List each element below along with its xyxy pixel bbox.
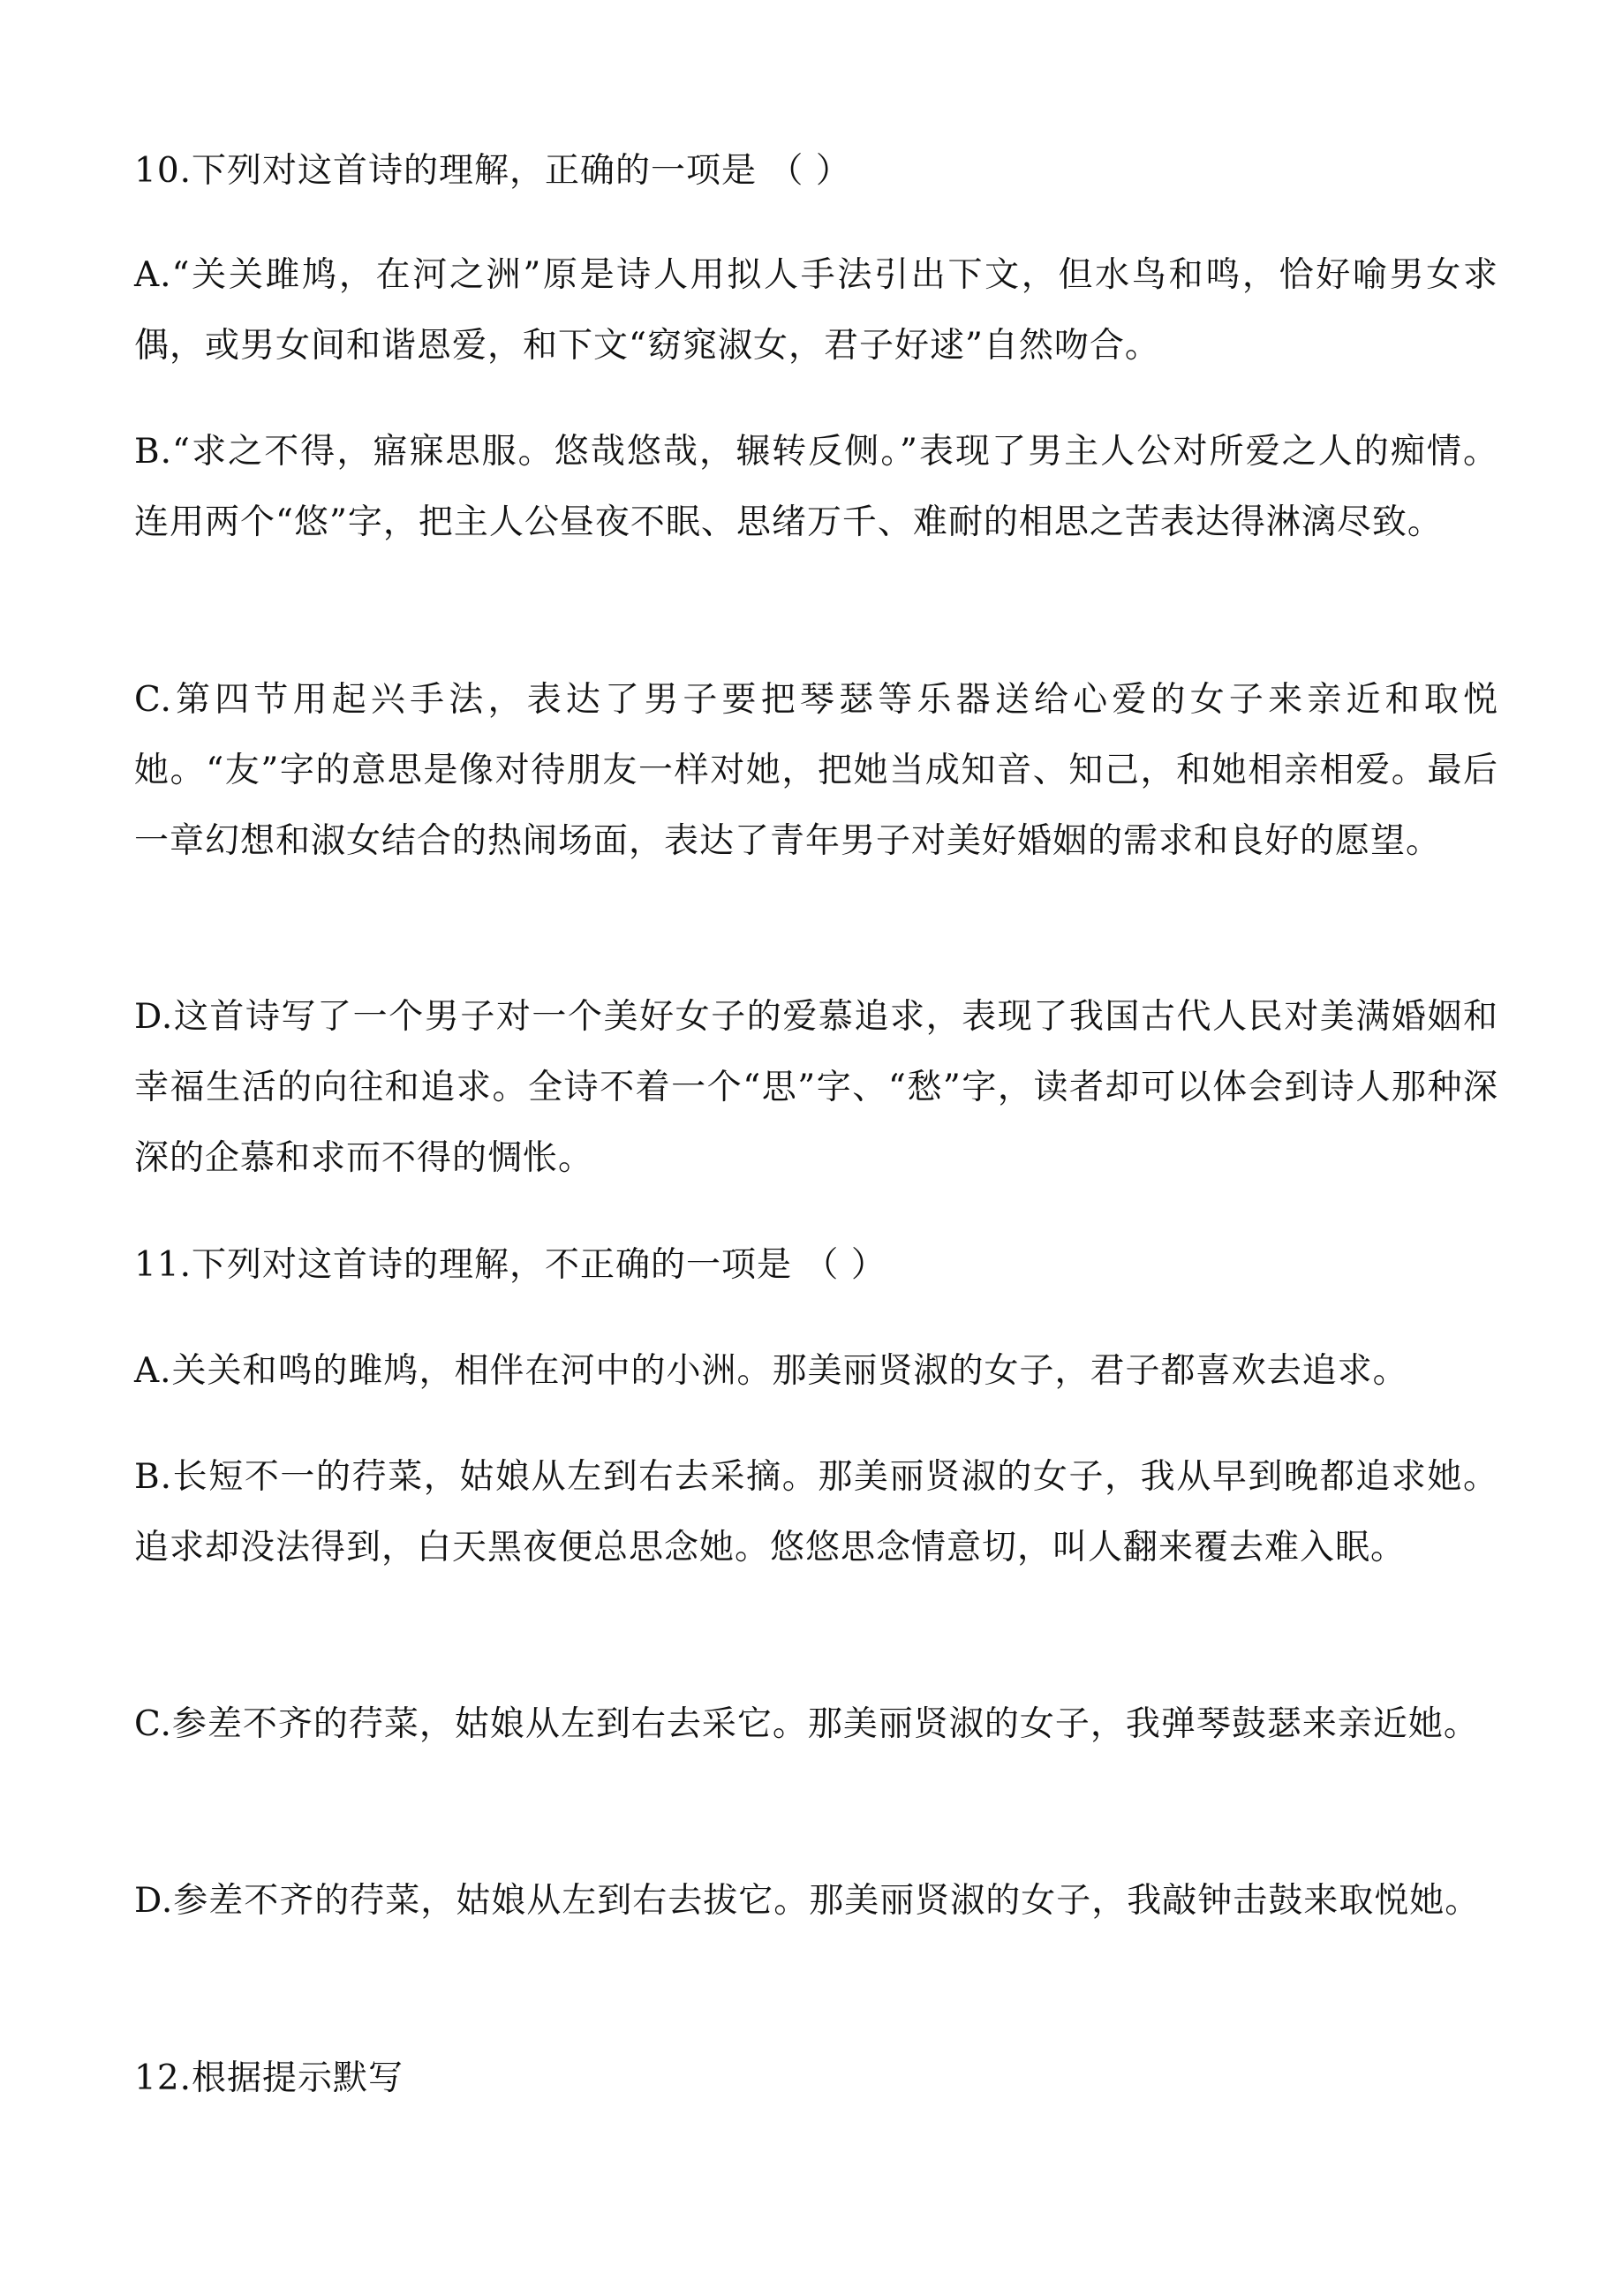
question-11-option-b: B.长短不一的荇菜，姑娘从左到右去采摘。那美丽贤淑的女子，我从早到晚都追求她。追求却没法得到，白天黑夜便总思念她。悠悠思念情意切，叫人翻来覆去难入眠。 <box>134 1457 1498 1567</box>
question-11-stem: 11.下列对这首诗的理解，不正确的一项是 （ ） <box>134 1245 886 1285</box>
question-11-option-a: A.关关和鸣的雎鸠，相伴在河中的小洲。那美丽贤淑的女子，君子都喜欢去追求。 <box>134 1351 1408 1391</box>
question-12-stem: 12.根据提示默写 <box>134 2058 404 2098</box>
question-11-option-c: C.参差不齐的荇菜，姑娘从左到右去采它。那美丽贤淑的女子，我弹琴鼓瑟来亲近她。 <box>134 1704 1479 1744</box>
question-10-option-a: A.“关关雎鸠，在河之洲”原是诗人用拟人手法引出下文，但水鸟和鸣，恰好喻男女求偶，或男女间和谐恩爱，和下文“窈窕淑女，君子好逑”自然吻合。 <box>134 255 1498 366</box>
question-10-option-d: D.这首诗写了一个男子对一个美好女子的爱慕追求，表现了我国古代人民对美满婚姻和幸福生活的向往和追求。全诗不着一个“思”字、“愁”字，读者却可以体会到诗人那种深深的企慕和求而不得的惆怅。 <box>134 997 1498 1178</box>
question-10-stem: 10.下列对这首诗的理解，正确的一项是 （ ） <box>134 151 851 191</box>
question-10-option-b: B.“求之不得，寤寐思服。悠哉悠哉，辗转反侧。”表现了男主人公对所爱之人的痴情。连用两个“悠”字，把主人公昼夜不眠、思绪万千、难耐的相思之苦表达得淋漓尽致。 <box>134 432 1498 542</box>
question-10-option-c: C.第四节用起兴手法，表达了男子要把琴瑟等乐器送给心爱的女子来亲近和取悦她。“友”字的意思是像对待朋友一样对她，把她当成知音、知己，和她相亲相爱。最后一章幻想和淑女结合的热闹场面，表达了青年男子对美好婚姻的需求和良好的愿望。 <box>134 680 1498 861</box>
question-11-option-d: D.参差不齐的荇菜，姑娘从左到右去拔它。那美丽贤淑的女子，我敲钟击鼓来取悦她。 <box>134 1881 1481 1921</box>
